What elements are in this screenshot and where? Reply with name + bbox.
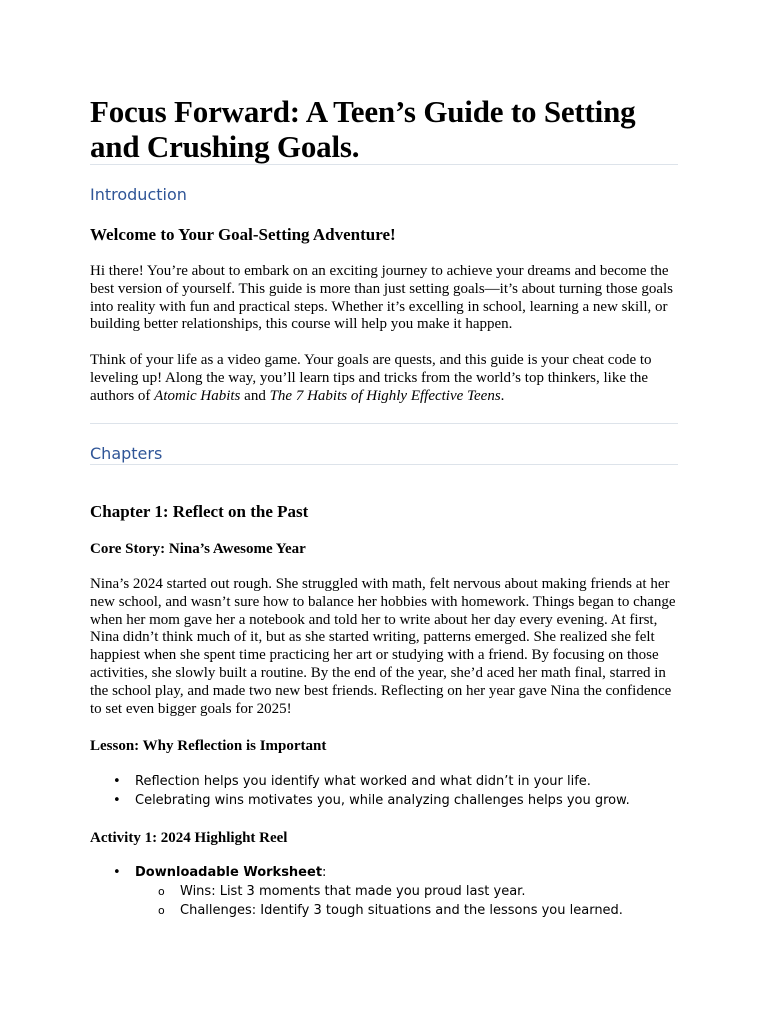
chapter-1-title: Chapter 1: Reflect on the Past <box>90 502 309 521</box>
list-item <box>135 901 678 920</box>
list-item <box>90 791 678 810</box>
sub-bullet-glyph: o <box>158 885 165 898</box>
bullet-glyph: • <box>113 774 121 789</box>
lesson-bullet-list <box>90 772 678 810</box>
core-story-paragraph: Nina’s 2024 started out rough. She struggled with math, felt nervous about making friends at her new school, and wasn’t sure how to balance her hobbies with homework. Things began to change when her mom gave her a notebook and told her to write about her day every evening. At first, Nina didn’t think much of it, but as she started writing, patterns emerged. She realized she felt happiest when she spent time practicing her art or studying with a friend. By focusing on those activities, she slowly built a routine. By the end of the year, she’d aced her math final, starred in the school play, and made two new best friends. Reflecting on her year gave Nina the confidence to set even bigger goals for 2025! <box>90 576 676 717</box>
sub-bullet-text: Challenges: Identify 3 tough situations and the lessons you learned. <box>180 903 623 918</box>
book-title-7-habits: The 7 Habits of Highly Effective Teens <box>269 387 501 404</box>
bullet-glyph: • <box>113 793 121 808</box>
book-title-atomic-habits: Atomic Habits <box>154 387 241 404</box>
title-divider <box>90 164 678 165</box>
introduction-heading: Introduction <box>90 185 187 204</box>
and-text: and <box>240 387 270 404</box>
worksheet-label: Downloadable Worksheet <box>135 865 323 880</box>
lesson-heading: Lesson: Why Reflection is Important <box>90 738 327 754</box>
chapters-heading: Chapters <box>90 444 163 463</box>
intro-paragraph-1: Hi there! You’re about to embark on an exciting journey to achieve your dreams and become the best version of yourself. This guide is more than just setting goals—it’s about turning those goals into reality with fun and practical steps. Whether it’s excelling in school, learning a new skill, or building better relationships, this course will help you make it happen. <box>90 263 673 333</box>
lesson-bullet-text: Celebrating wins motivates you, while analyzing challenges helps you grow. <box>135 793 630 808</box>
list-item <box>135 882 678 901</box>
list-item <box>90 772 678 791</box>
list-item <box>90 863 678 920</box>
sub-bullet-glyph: o <box>158 904 165 917</box>
bullet-glyph: • <box>113 865 121 880</box>
section-divider <box>90 423 678 424</box>
intro-paragraph-2 <box>90 352 678 405</box>
core-story-heading: Core Story: Nina’s Awesome Year <box>90 541 306 557</box>
welcome-subheading: Welcome to Your Goal-Setting Adventure! <box>90 225 396 244</box>
worksheet-sub-list <box>135 882 678 920</box>
period-text: . <box>500 387 505 404</box>
activity-heading: Activity 1: 2024 Highlight Reel <box>90 830 288 846</box>
sub-bullet-text: Wins: List 3 moments that made you proud last year. <box>180 884 526 899</box>
lesson-bullet-text: Reflection helps you identify what worked and what didn’t in your life. <box>135 774 591 789</box>
activity-bullet-list <box>90 863 678 920</box>
intro-paragraph-2-text: Think of your life as a video game. Your goals are quests, and this guide is your cheat code to leveling up! Along the way, you’ll learn tips and tricks from the world’s top thinkers, like the authors of <box>90 352 652 404</box>
worksheet-colon: : <box>322 865 327 880</box>
chapters-divider <box>90 464 678 465</box>
document-title: Focus Forward: A Teen’s Guide to Setting and Crushing Goals. <box>90 94 636 164</box>
